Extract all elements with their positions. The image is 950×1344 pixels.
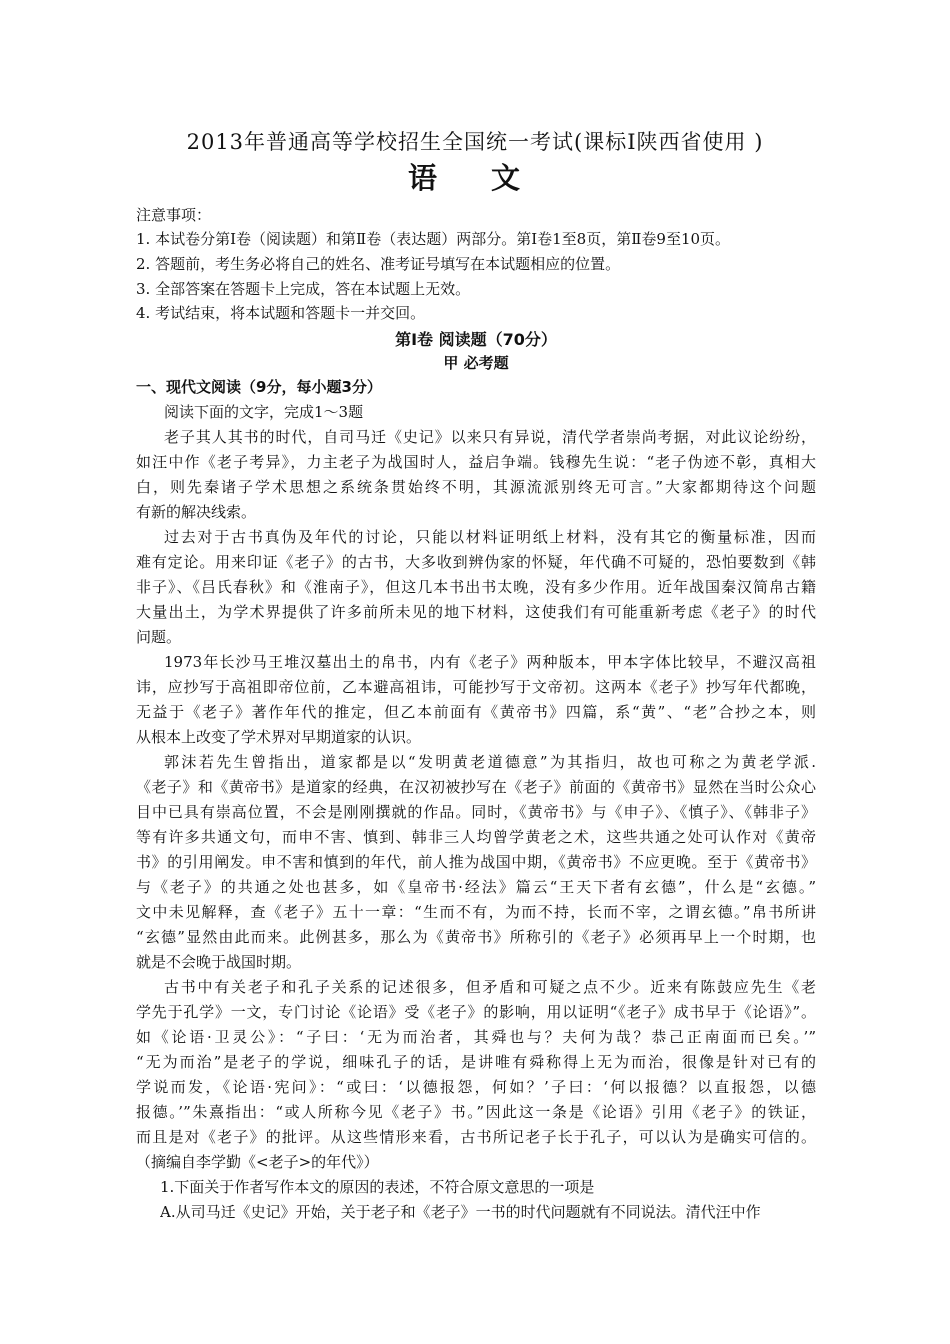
part-title: 第Ⅰ卷 阅读题（70分） [395, 330, 557, 349]
passage-line: 无益于《老子》著作年代的推定，但乙本前面有《黄帝书》四篇，系“黄”、“老”合抄之本，则 [136, 703, 816, 721]
question-option-a: A.从司马迁《史记》开始，关于老子和《老子》一书的时代问题就有不同说法。清代汪中作 [160, 1203, 761, 1221]
passage-line: 老子其人其书的时代，自司马迁《史记》以来只有异说，清代学者崇尚考据，对此议论纷纷， [164, 428, 816, 446]
passage-source: （摘编自李学勤《<老子>的年代》） [136, 1153, 379, 1171]
question-stem: 1.下面关于作者写作本文的原因的表述，不符合原文意思的一项是 [160, 1178, 595, 1196]
section-heading: 一、现代文阅读（9分，每小题3分） [136, 378, 382, 396]
passage-line: 等有许多共通文句，而申不害、慎到、韩非三人均曾学黄老之术，这些共通之处可认作对《黄帝 [136, 828, 816, 846]
notice-item: 1. 本试卷分第Ⅰ卷（阅读题）和第Ⅱ卷（表达题）两部分。第Ⅰ卷1至8页，第Ⅱ卷9至10页。 [136, 230, 731, 248]
notice-item: 4. 考试结束，将本试题和答题卡一并交回。 [136, 304, 426, 322]
passage-line: 问题。 [136, 628, 182, 646]
passage-line: “无为而治”是老子的学说，细味孔子的话，是讲唯有舜称得上无为而治，很像是针对已有的 [136, 1053, 816, 1071]
passage-line: 与《老子》的共通之处也甚多，如《皇帝书·经法》篇云“王天下者有玄德”，什么是“玄德。” [136, 878, 816, 896]
passage-line: 从根本上改变了学术界对早期道家的认识。 [136, 728, 422, 746]
passage-line: 《老子》和《黄帝书》是道家的经典，在汉初被抄写在《老子》前面的《黄帝书》显然在当时公众心 [136, 778, 816, 796]
notice-item: 2. 答题前，考生务必将自己的姓名、准考证号填写在本试题相应的位置。 [136, 255, 621, 273]
passage-line: 过去对于古书真伪及年代的讨论，只能以材料证明纸上材料，没有其它的衡量标准，因而 [164, 528, 816, 546]
notice-heading: 注意事项： [136, 206, 212, 224]
instruction: 阅读下面的文字，完成1～3题 [164, 403, 364, 421]
passage-line: 如《论语·卫灵公》：“子曰：‘无为而治者，其舜也与？夫何为哉？恭己正南面而已矣。’” [136, 1028, 816, 1046]
passage-line: 大量出土，为学术界提供了许多前所未见的地下材料，这使我们有可能重新考虑《老子》的时代 [136, 603, 816, 621]
passage-line: 学先于孔学》一文，专门讨论《论语》受《老子》的影响，用以证明“《老子》成书早于《论语》”。 [136, 1003, 816, 1021]
passage-line: 而且是对《老子》的批评。从这些情形来看，古书所记老子长于孔子，可以认为是确实可信的。 [136, 1128, 816, 1146]
passage-line: “玄德”显然由此而来。此例甚多，那么为《黄帝书》所称引的《老子》必须再早上一个时期，也 [136, 928, 816, 946]
passage-line: 文中未见解释，查《老子》五十一章：“生而不有，为而不持，长而不宰，之谓玄德。”帛书所讲 [136, 903, 816, 921]
passage-line: 目中已具有崇高位置，不会是刚刚撰就的作品。同时，《黄帝书》与《申子》、《慎子》、《韩非子》 [136, 803, 816, 821]
passage-line: 白，则先秦诸子学术思想之系统条贯始终不明，其源流派别终无可言。”大家都期待这个问题 [136, 478, 816, 496]
passage-line: 书》的引用阐发。申不害和慎到的年代，前人推为战国中期，《黄帝书》不应更晚。至于《黄帝书》 [136, 853, 816, 871]
passage-line: 古书中有关老子和孔子关系的记述很多，但矛盾和可疑之点不少。近来有陈鼓应先生《老 [164, 978, 816, 996]
passage-line: 郭沫若先生曾指出，道家都是以“发明黄老道德意”为其指归，故也可称之为黄老学派. [164, 753, 816, 771]
passage-line: 1973年长沙马王堆汉墓出土的帛书，内有《老子》两种版本，甲本字体比较早，不避汉高祖 [164, 653, 816, 671]
notice-item: 3. 全部答案在答题卡上完成，答在本试题上无效。 [136, 280, 471, 298]
passage-line: 非子》、《吕氏春秋》和《淮南子》，但这几本书出书太晚，没有多少作用。近年战国秦汉简帛古籍 [136, 578, 816, 596]
passage-line: 报德。’”朱熹指出：“或人所称今见《老子》书。”因此这一条是《论语》引用《老子》的铁证， [136, 1103, 816, 1121]
passage-line: 学说而发，《论语·宪问》：“或曰：‘以德报怨，何如？’子曰：‘何以报德？以直报怨，以德 [136, 1078, 816, 1096]
passage-line: 难有定论。用来印证《老子》的古书，大多收到辨伪家的怀疑，年代确不可疑的，恐怕要数到《韩 [136, 553, 816, 571]
passage-line: 如汪中作《老子考异》，力主老子为战国时人，益启争端。钱穆先生说：“老子伪迹不彰，真相大 [136, 453, 816, 471]
passage-line: 就是不会晚于战国时期。 [136, 953, 302, 971]
part-subtitle: 甲 必考题 [443, 354, 509, 372]
passage-line: 讳，应抄写于高祖即帝位前，乙本避高祖讳，可能抄写于文帝初。这两本《老子》抄写年代都晚， [136, 678, 816, 696]
subject-title: 语 文 [407, 161, 543, 195]
exam-title: 2013年普通高等学校招生全国统一考试(课标Ⅰ陕西省使用 ) [186, 130, 764, 154]
passage-line: 有新的解决线索。 [136, 503, 257, 521]
